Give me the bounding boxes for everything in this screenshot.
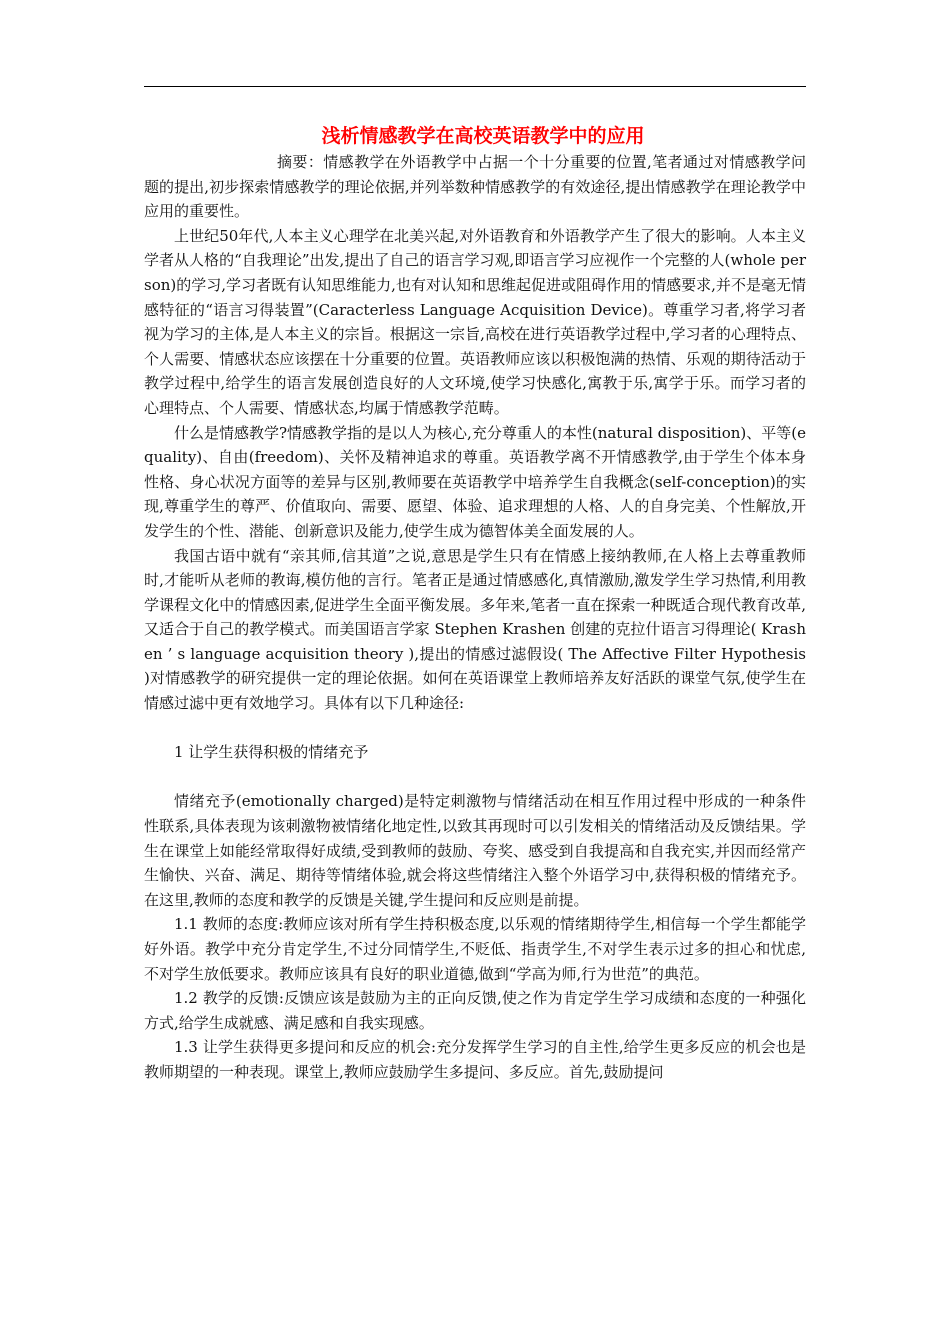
header-rule [144,86,806,87]
body-paragraph: 我国古语中就有“亲其师,信其道”之说,意思是学生只有在情感上接纳教师,在人格上去尊重教师时,才能听从老师的教诲,模仿他的言行。笔者正是通过情感感化,真情激励,激发学生学习热情,利用教学课程文化中的情感因素,促进学生全面平衡发展。多年来,笔者一直在探索一种既适合现代教育改革,又适合于自己的教学模式。而美国语言学家 Stephen Krashen 创建的克拉什语言习得理论( Krashen ’ s language acquisition theory ),提出的情感过滤假设( The Affective Filter Hypothesis )对情感教学的研究提供一定的理论依据。如何在英语课堂上教师培养友好活跃的课堂气氛,使学生在情感过滤中更有效地学习。具体有以下几种途径: [144,546,806,713]
section-heading: 1 让学生获得积极的情绪充予 [174,743,369,762]
section-paragraph: 情绪充予(emotionally charged)是特定刺激物与情绪活动在相互作用过程中形成的一种条件性联系,具体表现为该刺激物被情绪化地定性,以致其再现时可以引发相关的情绪活动及反馈结果。学生在课堂上如能经常取得好成绩,受到教师的鼓励、夸奖、感受到自我提高和自我充实,并因而经常产生愉快、兴奋、满足、期待等情绪体验,就会将这些情绪注入整个外语学习中,获得积极的情绪充予。在这里,教师的态度和教学的反馈是关键,学生提问和反应则是前提。 [144,792,806,909]
abstract: 摘要：情感教学在外语教学中占据一个十分重要的位置,笔者通过对情感教学问题的提出,初步探索情感教学的理论依据,并列举数种情感教学的有效途径,提出情感教学在理论教学中应用的重要性。 [144,153,806,221]
subsection-paragraph: 1.2 教学的反馈:反馈应该是鼓励为主的正向反馈,使之作为肯定学生学习成绩和态度的一种强化方式,给学生成就感、满足感和自我实现感。 [144,989,806,1032]
document-title: 浅析情感教学在高校英语教学中的应用 [321,125,645,147]
subsection-paragraph: 1.3 让学生获得更多提问和反应的机会:充分发挥学生学习的自主性,给学生更多反应的机会也是教师期望的一种表现。课堂上,教师应鼓励学生多提问、多反应。首先,鼓励提问 [144,1038,806,1081]
body-paragraph: 什么是情感教学?情感教学指的是以人为核心,充分尊重人的本性(natural disposition)、平等(equality)、自由(freedom)、关怀及精神追求的尊重。英语教学离不开情感教学,由于学生个体本身性格、身心状况方面等的差异与区别,教师要在英语教学中培养学生自我概念(self-conception)的实现,尊重学生的尊严、价值取向、需要、愿望、体验、追求理想的人格、人的自身完美、个性解放,开发学生的个性、潜能、创新意识及能力,使学生成为德智体美全面发展的人。 [144,423,806,540]
body-paragraph: 上世纪50年代,人本主义心理学在北美兴起,对外语教育和外语教学产生了很大的影响。人本主义学者从人格的“自我理论”出发,提出了自己的语言学习观,即语言学习应视作一个完整的人(whole person)的学习,学习者既有认知思维能力,也有对认知和思维起促进或阻碍作用的情感要求,并不是毫无情感特征的“语言习得装置”(Caracterless Language Acquisition Device)。尊重学习者,将学习者视为学习的主体,是人本主义的宗旨。根据这一宗旨,高校在进行英语教学过程中,学习者的心理特点、个人需要、情感状态应该摆在十分重要的位置。英语教师应该以积极饱满的热情、乐观的期待活动于教学过程中,给学生的语言发展创造良好的人文环境,使学习快感化,寓教于乐,寓学于乐。而学习者的心理特点、个人需要、情感状态,均属于情感教学范畴。 [144,226,806,417]
document-body [144,122,806,1085]
subsection-paragraph: 1.1 教师的态度:教师应该对所有学生持积极态度,以乐观的情绪期待学生,相信每一个学生都能学好外语。教学中充分肯定学生,不过分同情学生,不贬低、指责学生,不对学生表示过多的担心和忧虑,不对学生放低要求。教师应该具有良好的职业道德,做到“学高为师,行为世范”的典范。 [144,915,806,983]
